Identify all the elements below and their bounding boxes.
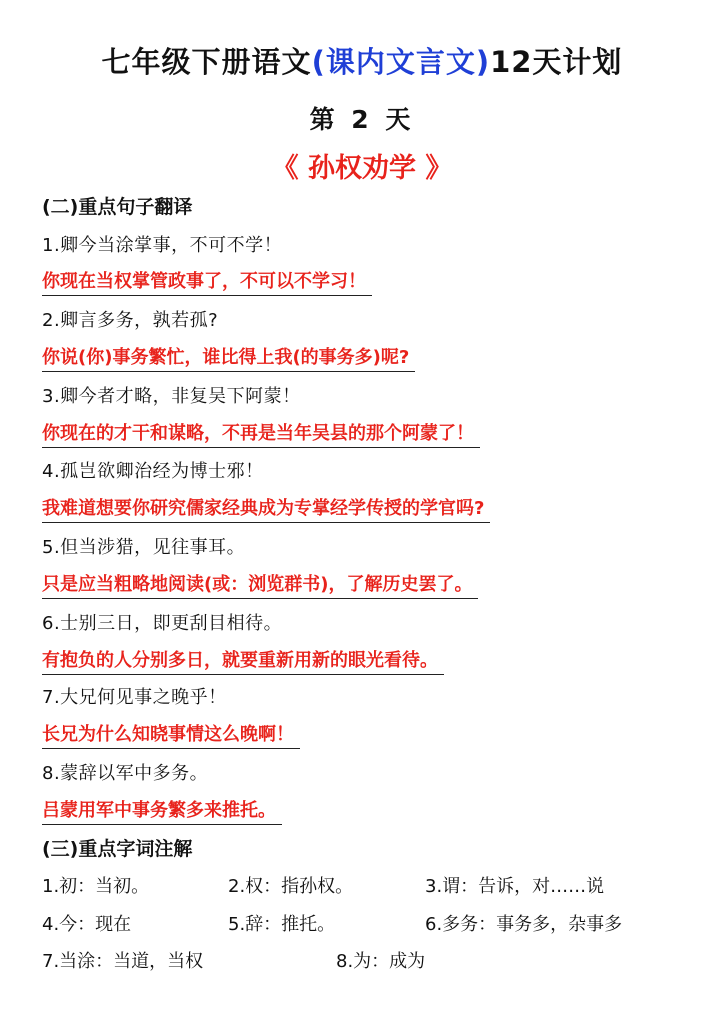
- vocab-item: 8.为：成为: [336, 951, 426, 972]
- translation-heading: (二)重点句子翻译: [42, 196, 193, 218]
- answer-3: 你现在的才干和谋略，不再是当年吴县的那个阿蒙了！: [42, 419, 480, 448]
- sentence-8: 8.蒙辞以军中多务。: [42, 763, 209, 784]
- vocab-item: 4.今：现在: [42, 914, 132, 935]
- sentence-5: 5.但当涉猎，见往事耳。: [42, 537, 246, 558]
- vocab-item: 5.辞：推托。: [228, 914, 336, 935]
- answer-4: 我难道想要你研究儒家经典成为专掌经学传授的学官吗?: [42, 494, 490, 523]
- answer-2: 你说(你)事务繁忙，谁比得上我(的事务多)呢?: [42, 343, 415, 372]
- vocab-item: 7.当涂：当道，当权: [42, 951, 204, 972]
- lesson-title: 《 孙权劝学 》: [271, 153, 453, 184]
- vocab-heading: (三)重点字词注解: [42, 838, 193, 860]
- sentence-7: 7.大兄何见事之晚乎！: [42, 687, 227, 708]
- sentence-4: 4.孤岂欲卿治经为博士邪！: [42, 461, 264, 482]
- answer-6: 有抱负的人分别多日，就要重新用新的眼光看待。: [42, 646, 444, 675]
- title-suffix: 12天计划: [490, 45, 623, 79]
- sentence-3: 3.卿今者才略，非复吴下阿蒙！: [42, 386, 301, 407]
- title-highlight: (课内文言文): [311, 45, 491, 79]
- title-prefix: 七年级下册语文: [101, 45, 312, 79]
- vocab-item: 2.权：指孙权。: [228, 876, 354, 897]
- sentence-2: 2.卿言多务，孰若孤?: [42, 310, 219, 331]
- vocab-item: 1.初：当初。: [42, 876, 150, 897]
- answer-8: 吕蒙用军中事务繁多来推托。: [42, 796, 282, 825]
- answer-1: 你现在当权掌管政事了，不可以不学习！: [42, 267, 372, 296]
- answer-7: 长兄为什么知晓事情这么晚啊！: [42, 720, 300, 749]
- sentence-6: 6.士别三日，即更刮目相待。: [42, 613, 283, 634]
- vocab-item: 6.多务：事务多，杂事多: [425, 914, 623, 935]
- page-title: [0, 40, 724, 81]
- day-label: 第 2 天: [309, 105, 415, 134]
- answer-5: 只是应当粗略地阅读(或：浏览群书)，了解历史罢了。: [42, 570, 478, 599]
- vocab-item: 3.谓：告诉，对……说: [425, 876, 605, 897]
- sentence-1: 1.卿今当涂掌事，不可不学！: [42, 235, 283, 256]
